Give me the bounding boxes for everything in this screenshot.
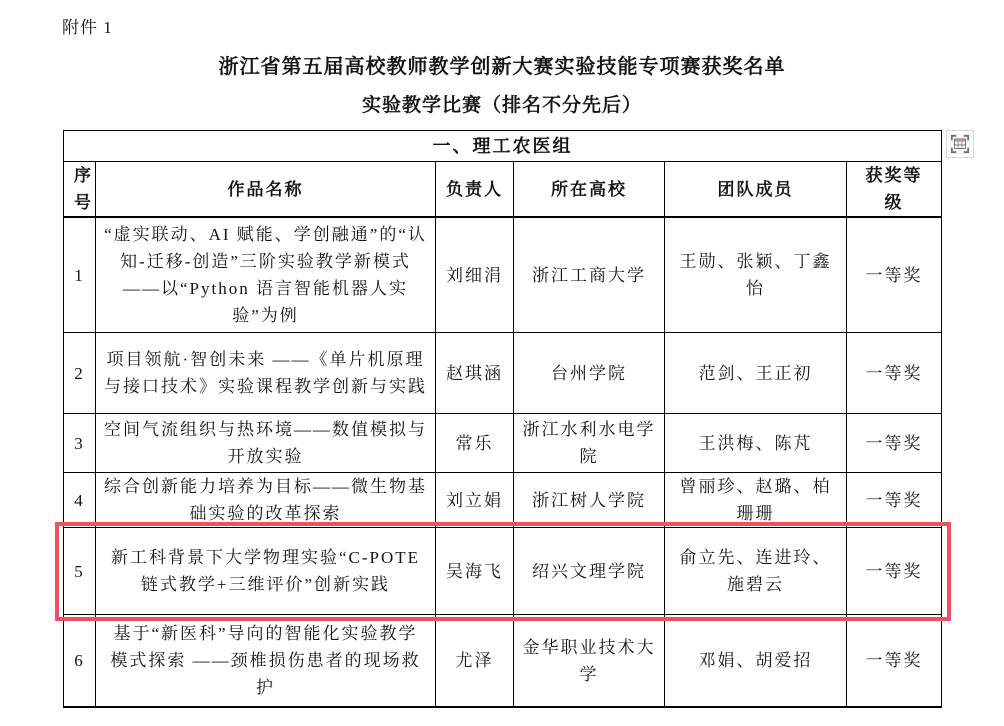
cell-leader: 常乐: [436, 414, 514, 473]
cell-members: 曾丽珍、赵璐、柏珊珊: [665, 473, 847, 528]
cell-leader: 刘立娟: [436, 473, 514, 528]
cell-work-title: 基于“新医科”导向的智能化实验教学模式探索 ——颈椎损伤患者的现场救护: [96, 615, 436, 708]
cell-work-title: “虚实联动、AI 赋能、学创融通”的“认知-迁移-创造”三阶实验教学新模式——以“Python 语言智能机器人实验”为例: [96, 217, 436, 333]
table-group-header-row: [64, 131, 942, 162]
cell-leader: 刘细涓: [436, 217, 514, 333]
cell-work-title: 项目领航·智创未来 ——《单片机原理与接口技术》实验课程教学创新与实践: [96, 333, 436, 414]
table-header-row: [64, 162, 942, 218]
cell-school: 金华职业技术大学: [514, 615, 665, 708]
cell-members: 俞立先、连进玲、施碧云: [665, 528, 847, 615]
cell-award: 一等奖: [847, 528, 942, 615]
page-subtitle: 实验教学比赛（排名不分先后）: [361, 95, 642, 116]
column-header-index: 序号: [64, 162, 96, 218]
cell-work-title: 综合创新能力培养为目标——微生物基础实验的改革探索: [96, 473, 436, 528]
cell-members: 王洪梅、陈芃: [665, 414, 847, 473]
table-select-icon[interactable]: [946, 130, 974, 158]
cell-index: 6: [64, 615, 96, 708]
cell-index: 3: [64, 414, 96, 473]
cell-members: 范剑、王正初: [665, 333, 847, 414]
cell-school: 台州学院: [514, 333, 665, 414]
cell-school: 浙江水利水电学院: [514, 414, 665, 473]
cell-award: 一等奖: [847, 473, 942, 528]
page-title: 浙江省第五届高校教师教学创新大赛实验技能专项赛获奖名单: [218, 56, 786, 78]
awards-table: [63, 130, 942, 708]
column-header-award: 获奖等级: [847, 162, 942, 218]
cell-leader: 吴海飞: [436, 528, 514, 615]
table-select-icon-glyph: [950, 134, 970, 154]
table-row: [64, 414, 942, 473]
column-header-school: 所在高校: [514, 162, 665, 218]
cell-leader: 尤泽: [436, 615, 514, 708]
awards-table-container: [63, 130, 941, 708]
cell-index: 4: [64, 473, 96, 528]
cell-award: 一等奖: [847, 217, 942, 333]
column-header-leader: 负责人: [436, 162, 514, 218]
cell-index: 1: [64, 217, 96, 333]
column-header-work: 作品名称: [96, 162, 436, 218]
table-row-highlighted: [64, 528, 942, 615]
table-row: [64, 615, 942, 708]
attachment-label: 附件 1: [62, 18, 113, 37]
cell-index: 2: [64, 333, 96, 414]
cell-school: 浙江工商大学: [514, 217, 665, 333]
table-row: [64, 473, 942, 528]
cell-work-title: 空间气流组织与热环境——数值模拟与开放实验: [96, 414, 436, 473]
cell-members: 王勋、张颖、丁鑫怡: [665, 217, 847, 333]
cell-work-title: 新工科背景下大学物理实验“C-POTE 链式教学+三维评价”创新实践: [96, 528, 436, 615]
cell-award: 一等奖: [847, 333, 942, 414]
cell-members: 邓娟、胡爱招: [665, 615, 847, 708]
cell-school: 浙江树人学院: [514, 473, 665, 528]
cell-award: 一等奖: [847, 414, 942, 473]
table-group-header: 一、理工农医组: [64, 131, 942, 162]
table-row: [64, 217, 942, 333]
column-header-members: 团队成员: [665, 162, 847, 218]
cell-school: 绍兴文理学院: [514, 528, 665, 615]
cell-index: 5: [64, 528, 96, 615]
cell-leader: 赵琪涵: [436, 333, 514, 414]
cell-award: 一等奖: [847, 615, 942, 708]
table-row: [64, 333, 942, 414]
